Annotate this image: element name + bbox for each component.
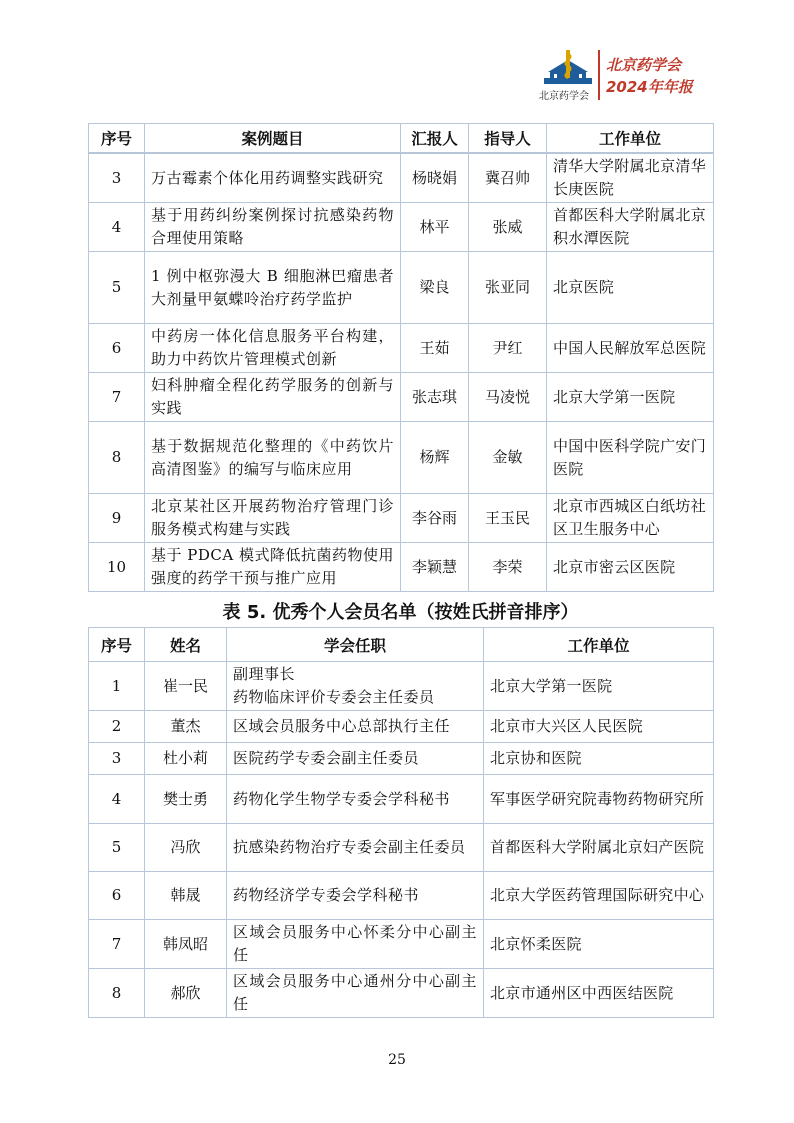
member-name: 郝欣 [145,969,227,1018]
member-table [88,627,714,1018]
header-no: 序号 [89,628,145,662]
table-row [89,920,714,969]
mentor: 王玉民 [469,494,547,543]
member-position: 抗感染药物治疗专委会副主任委员 [227,824,484,872]
member-position: 区域会员服务中心总部执行主任 [227,711,484,743]
table-caption: 表 5. 优秀个人会员名单（按姓氏拼音排序） [222,602,579,623]
work-unit: 北京大学医药管理国际研究中心 [484,872,714,920]
mentor: 张威 [469,203,547,252]
row-no: 2 [89,711,145,743]
table-row [89,252,714,324]
reporter: 王茹 [401,324,469,373]
row-no: 10 [89,543,145,592]
member-position: 药物经济学专委会学科秘书 [227,872,484,920]
table-header-row [89,124,714,154]
member-name: 杜小莉 [145,743,227,775]
table-row [89,543,714,592]
header-divider [598,50,600,100]
row-no: 5 [89,824,145,872]
case-title: 北京某社区开展药物治疗管理门诊服务模式构建与实践 [145,494,401,543]
member-position: 药物化学生物学专委会学科秘书 [227,775,484,824]
table-row [89,422,714,494]
row-no: 6 [89,872,145,920]
work-unit: 北京医院 [547,252,714,324]
header-position: 学会任职 [227,628,484,662]
table-row [89,743,714,775]
table-row [89,824,714,872]
row-no: 4 [89,203,145,252]
member-position [227,662,484,711]
case-title: 万古霉素个体化用药调整实践研究 [145,153,401,203]
work-unit: 北京怀柔医院 [484,920,714,969]
row-no: 1 [89,662,145,711]
row-no: 9 [89,494,145,543]
work-unit: 北京大学第一医院 [484,662,714,711]
work-unit: 北京市西城区白纸坊社区卫生服务中心 [547,494,714,543]
row-no: 4 [89,775,145,824]
case-table [88,123,714,592]
row-no: 8 [89,969,145,1018]
header-unit: 工作单位 [484,628,714,662]
work-unit: 北京市大兴区人民医院 [484,711,714,743]
work-unit: 首都医科大学附属北京妇产医院 [484,824,714,872]
work-unit: 北京市通州区中西医结医院 [484,969,714,1018]
reporter: 杨晓娟 [401,153,469,203]
work-unit: 中国中医科学院广安门医院 [547,422,714,494]
mentor: 冀召帅 [469,153,547,203]
header-no: 序号 [89,124,145,154]
work-unit: 北京大学第一医院 [547,373,714,422]
header-name: 姓名 [145,628,227,662]
case-title: 中药房一体化信息服务平台构建，助力中药饮片管理模式创新 [145,324,401,373]
case-title: 基于数据规范化整理的《中药饮片高清图鉴》的编写与临床应用 [145,422,401,494]
mentor: 马凌悦 [469,373,547,422]
work-unit: 北京协和医院 [484,743,714,775]
work-unit: 中国人民解放军总医院 [547,324,714,373]
case-title: 妇科肿瘤全程化药学服务的创新与实践 [145,373,401,422]
header-case-title: 案例题目 [145,124,401,154]
table-header-row [89,628,714,662]
table-row [89,872,714,920]
row-no: 3 [89,153,145,203]
mentor: 李荣 [469,543,547,592]
member-position: 区域会员服务中心通州分中心副主任 [227,969,484,1018]
case-title: 基于用药纠纷案例探讨抗感染药物合理使用策略 [145,203,401,252]
table-row [89,494,714,543]
table-row [89,775,714,824]
reporter: 李颖慧 [401,543,469,592]
position-line: 药物临床评价专委会主任委员 [233,688,435,706]
work-unit: 军事医学研究院毒物药物研究所 [484,775,714,824]
reporter: 李谷雨 [401,494,469,543]
header-unit: 工作单位 [547,124,714,154]
report-title-line2: 2024年年报 [606,78,693,96]
report-title [606,54,693,98]
member-name: 韩凤昭 [145,920,227,969]
table-row [89,969,714,1018]
table-row [89,203,714,252]
reporter: 林平 [401,203,469,252]
mentor: 尹红 [469,324,547,373]
row-no: 5 [89,252,145,324]
reporter: 杨辉 [401,422,469,494]
work-unit: 首都医科大学附属北京积水潭医院 [547,203,714,252]
member-position: 医院药学专委会副主任委员 [227,743,484,775]
case-title: 基于 PDCA 模式降低抗菌药物使用强度的药学干预与推广应用 [145,543,401,592]
member-name: 樊士勇 [145,775,227,824]
row-no: 7 [89,920,145,969]
work-unit: 北京市密云区医院 [547,543,714,592]
header-reporter: 汇报人 [401,124,469,154]
row-no: 6 [89,324,145,373]
row-no: 3 [89,743,145,775]
header-mentor: 指导人 [469,124,547,154]
position-line: 副理事长 [233,665,296,683]
reporter: 梁良 [401,252,469,324]
table-row [89,662,714,711]
table-row [89,153,714,203]
work-unit: 清华大学附属北京清华长庚医院 [547,153,714,203]
table-row [89,373,714,422]
page-number: 25 [388,1052,406,1068]
table-row [89,711,714,743]
member-name: 董杰 [145,711,227,743]
table-row [89,324,714,373]
member-name: 崔一民 [145,662,227,711]
member-name: 冯欣 [145,824,227,872]
mentor: 张亚同 [469,252,547,324]
row-no: 7 [89,373,145,422]
reporter: 张志琪 [401,373,469,422]
member-name: 韩晟 [145,872,227,920]
case-title: 1 例中枢弥漫大 B 细胞淋巴瘤患者大剂量甲氨蝶呤治疗药学监护 [145,252,401,324]
report-title-line1: 北京药学会 [606,56,682,74]
row-no: 8 [89,422,145,494]
logo-caption: 北京药学会 [539,91,589,102]
mentor: 金敏 [469,422,547,494]
member-position: 区域会员服务中心怀柔分中心副主任 [227,920,484,969]
